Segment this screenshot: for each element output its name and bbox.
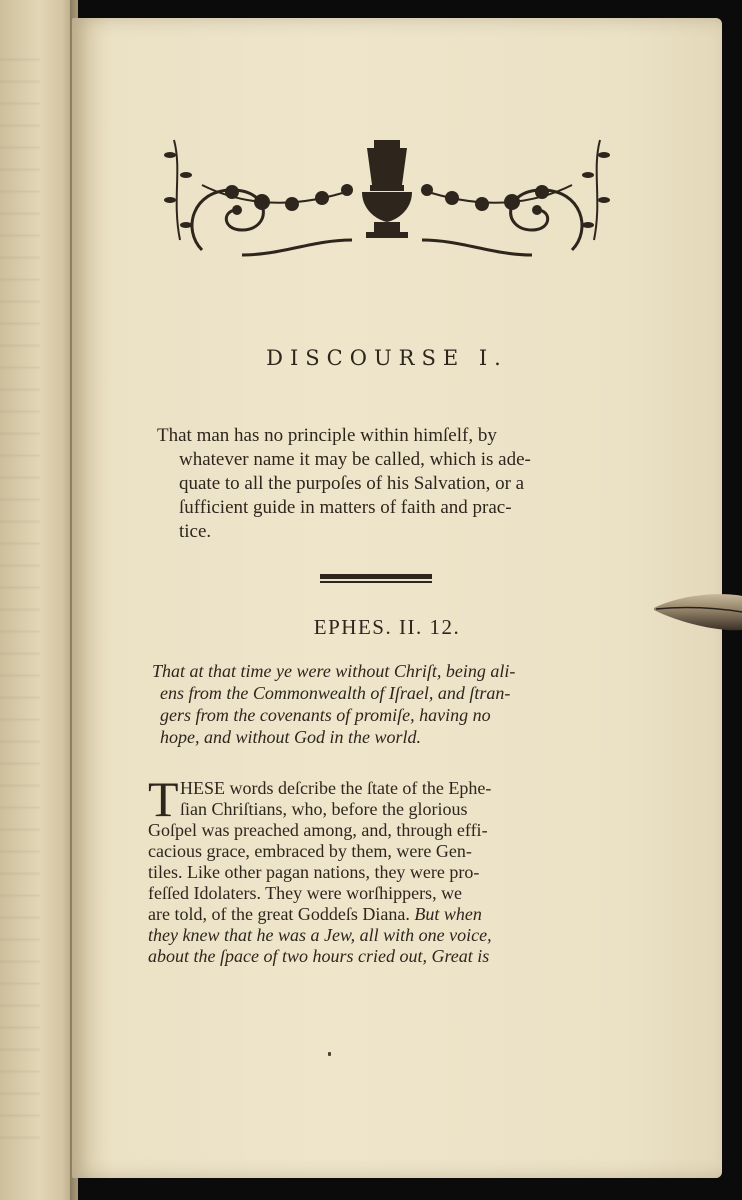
body-line: about the ſpace of two hours cried out, Great is (148, 946, 490, 966)
body-line-roman: are told, of the great Goddeſs Diana. (148, 904, 415, 924)
body-line: Goſpel was preached among, and, through effi- (148, 820, 488, 840)
pen-nib-icon (652, 586, 742, 636)
body-line: feſſed Idolaters. They were worſhippers, we (148, 883, 463, 903)
body-line-mixed (148, 904, 608, 925)
verse-line: gers from the covenants of promiſe, having no (160, 705, 491, 725)
body-line-italic: But when (414, 904, 482, 924)
verse-line: That at that time ye were without Chriſt, being ali- (152, 661, 516, 681)
section-rule-thick (320, 574, 432, 579)
summary-line: That man has no principle within himſelf, by (157, 425, 497, 446)
summary-line: whatever name it may be called, which is ade- (179, 449, 531, 470)
body-line: cacious grace, embraced by them, were Gen- (148, 841, 472, 861)
verse-line: ens from the Commonwealth of Iſrael, and ſtran- (160, 683, 511, 703)
scripture-verse (152, 660, 612, 748)
body-line: tiles. Like other pagan nations, they were pro- (148, 862, 480, 882)
body-line: HESE words deſcribe the ſtate of the Ephe- (180, 778, 492, 798)
scripture-reference: EPHES. II. 12. (313, 615, 461, 639)
headpiece-ornament (162, 130, 612, 270)
summary-line: ſufficient guide in matters of faith and prac- (179, 497, 512, 518)
section-rule-thin (320, 581, 432, 583)
body-line: they knew that he was a Jew, all with one voice, (148, 925, 492, 945)
discourse-title: DISCOURSE I. (266, 346, 508, 370)
summary-line: quate to all the purpoſes of his Salvation, or a (179, 473, 525, 494)
drop-cap: T (148, 771, 179, 827)
verse-line: hope, and without God in the world. (160, 727, 421, 747)
discourse-summary (157, 424, 607, 544)
page-mark (328, 1052, 331, 1056)
left-page-bleed-through (0, 40, 40, 1140)
body-line: ſian Chriſtians, who, before the glorious (180, 799, 468, 819)
summary-line: tice. (179, 521, 212, 542)
body-paragraph (148, 771, 608, 967)
